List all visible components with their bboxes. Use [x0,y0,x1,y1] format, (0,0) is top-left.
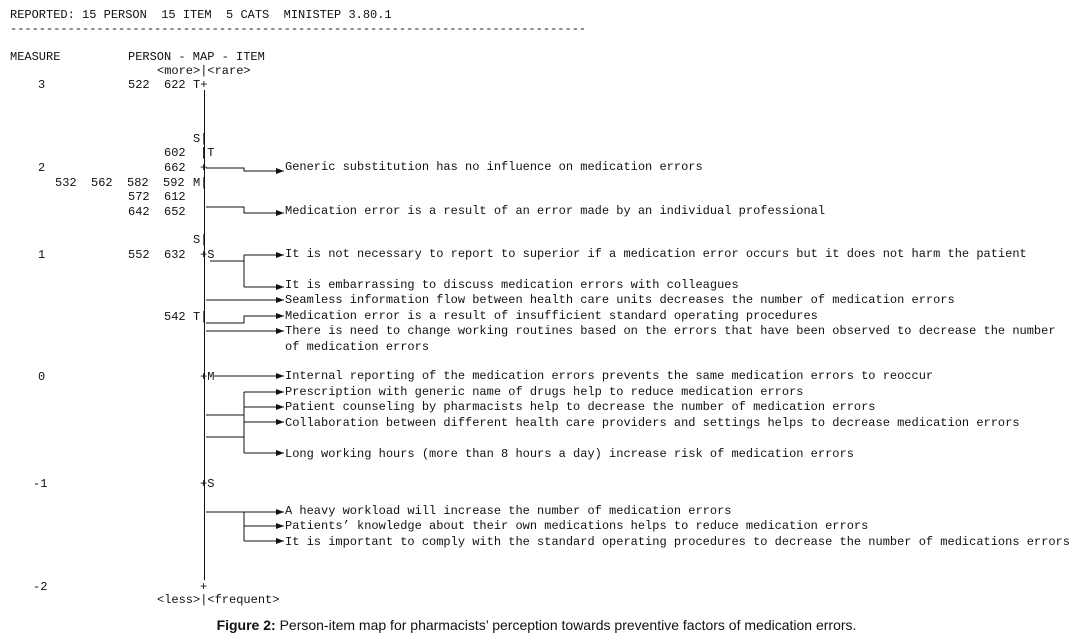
person-group: 662 [164,161,186,175]
item-description: Patients’ knowledge about their own medications helps to reduce medication errors [285,519,869,533]
measure-title: MEASURE [10,50,61,64]
item-description: Long working hours (more than 8 hours a day) increase risk of medication errors [285,447,854,461]
axis-marker-plus: + [200,580,208,594]
axis-marker-t: T| [193,310,208,324]
person-group: 552 632 [128,248,186,262]
measure-value: 3 [38,78,46,92]
item-description: Prescription with generic name of drugs help to reduce medication errors [285,385,804,399]
item-description: Internal reporting of the medication errors prevents the same medication errors to reoccur [285,369,934,383]
caption-text: Person-item map for pharmacists’ perception towards preventive factors of medication errors. [279,617,857,633]
map-title: PERSON - MAP - ITEM [128,50,265,64]
item-description: Collaboration between different health care providers and settings helps to decrease medication errors [285,416,1020,430]
person-group: 542 [164,310,186,324]
measure-value: 0 [38,370,46,384]
arrow-connector [206,207,284,213]
item-description: It is embarrassing to discuss medication errors with colleagues [285,278,739,292]
axis-marker-t: |T [200,146,215,160]
figure-caption [0,617,1073,633]
top-axis-label: <more>|<rare> [157,64,251,78]
header-divider: -------------------------------------------------------------------------------- [10,22,587,36]
item-description: Patient counseling by pharmacists help to decrease the number of medication errors [285,400,876,414]
axis-marker-s: S| [193,233,208,247]
axis-marker-s: S| [193,132,208,146]
item-description: It is important to comply with the standard operating procedures to decrease the number of medications errors [285,535,1070,549]
item-description: Generic substitution has no influence on medication errors [285,160,703,174]
axis-marker-m: +M [200,370,215,384]
person-group: 602 [164,146,186,160]
caption-label: Figure 2: [216,617,276,633]
person-group: 532 562 582 592 [55,176,185,190]
measure-value: 2 [38,161,46,175]
axis-marker-t: T+ [193,78,208,92]
report-header: REPORTED: 15 PERSON 15 ITEM 5 CATS MINISTEP 3.80.1 [10,8,392,22]
item-description: Medication error is a result of insufficient standard operating procedures [285,309,818,323]
item-description: Seamless information flow between health care units decreases the number of medication errors [285,293,955,307]
arrow-connector [206,316,284,323]
measure-value: 1 [38,248,46,262]
person-group: 572 612 [128,190,186,204]
item-description: A heavy workload will increase the number of medication errors [285,504,732,518]
person-group: 642 652 [128,205,186,219]
axis-marker-m: M| [193,176,208,190]
axis-marker-s: +S [200,477,215,491]
item-description: It is not necessary to report to superior if a medication error occurs but it does not harm the patient [285,247,1027,261]
bottom-axis-label: <less>|<frequent> [157,593,280,607]
axis-marker-s: +S [200,248,215,262]
measure-value: -2 [33,580,48,594]
arrow-connector [206,168,284,171]
item-description: Medication error is a result of an error made by an individual professional [285,204,826,218]
person-group: 522 622 [128,78,186,92]
measure-value: -1 [33,477,48,491]
axis-marker-plus: + [200,161,208,175]
item-description: There is need to change working routines based on the errors that have been observed to decrease the number of medication errors [285,324,1056,354]
